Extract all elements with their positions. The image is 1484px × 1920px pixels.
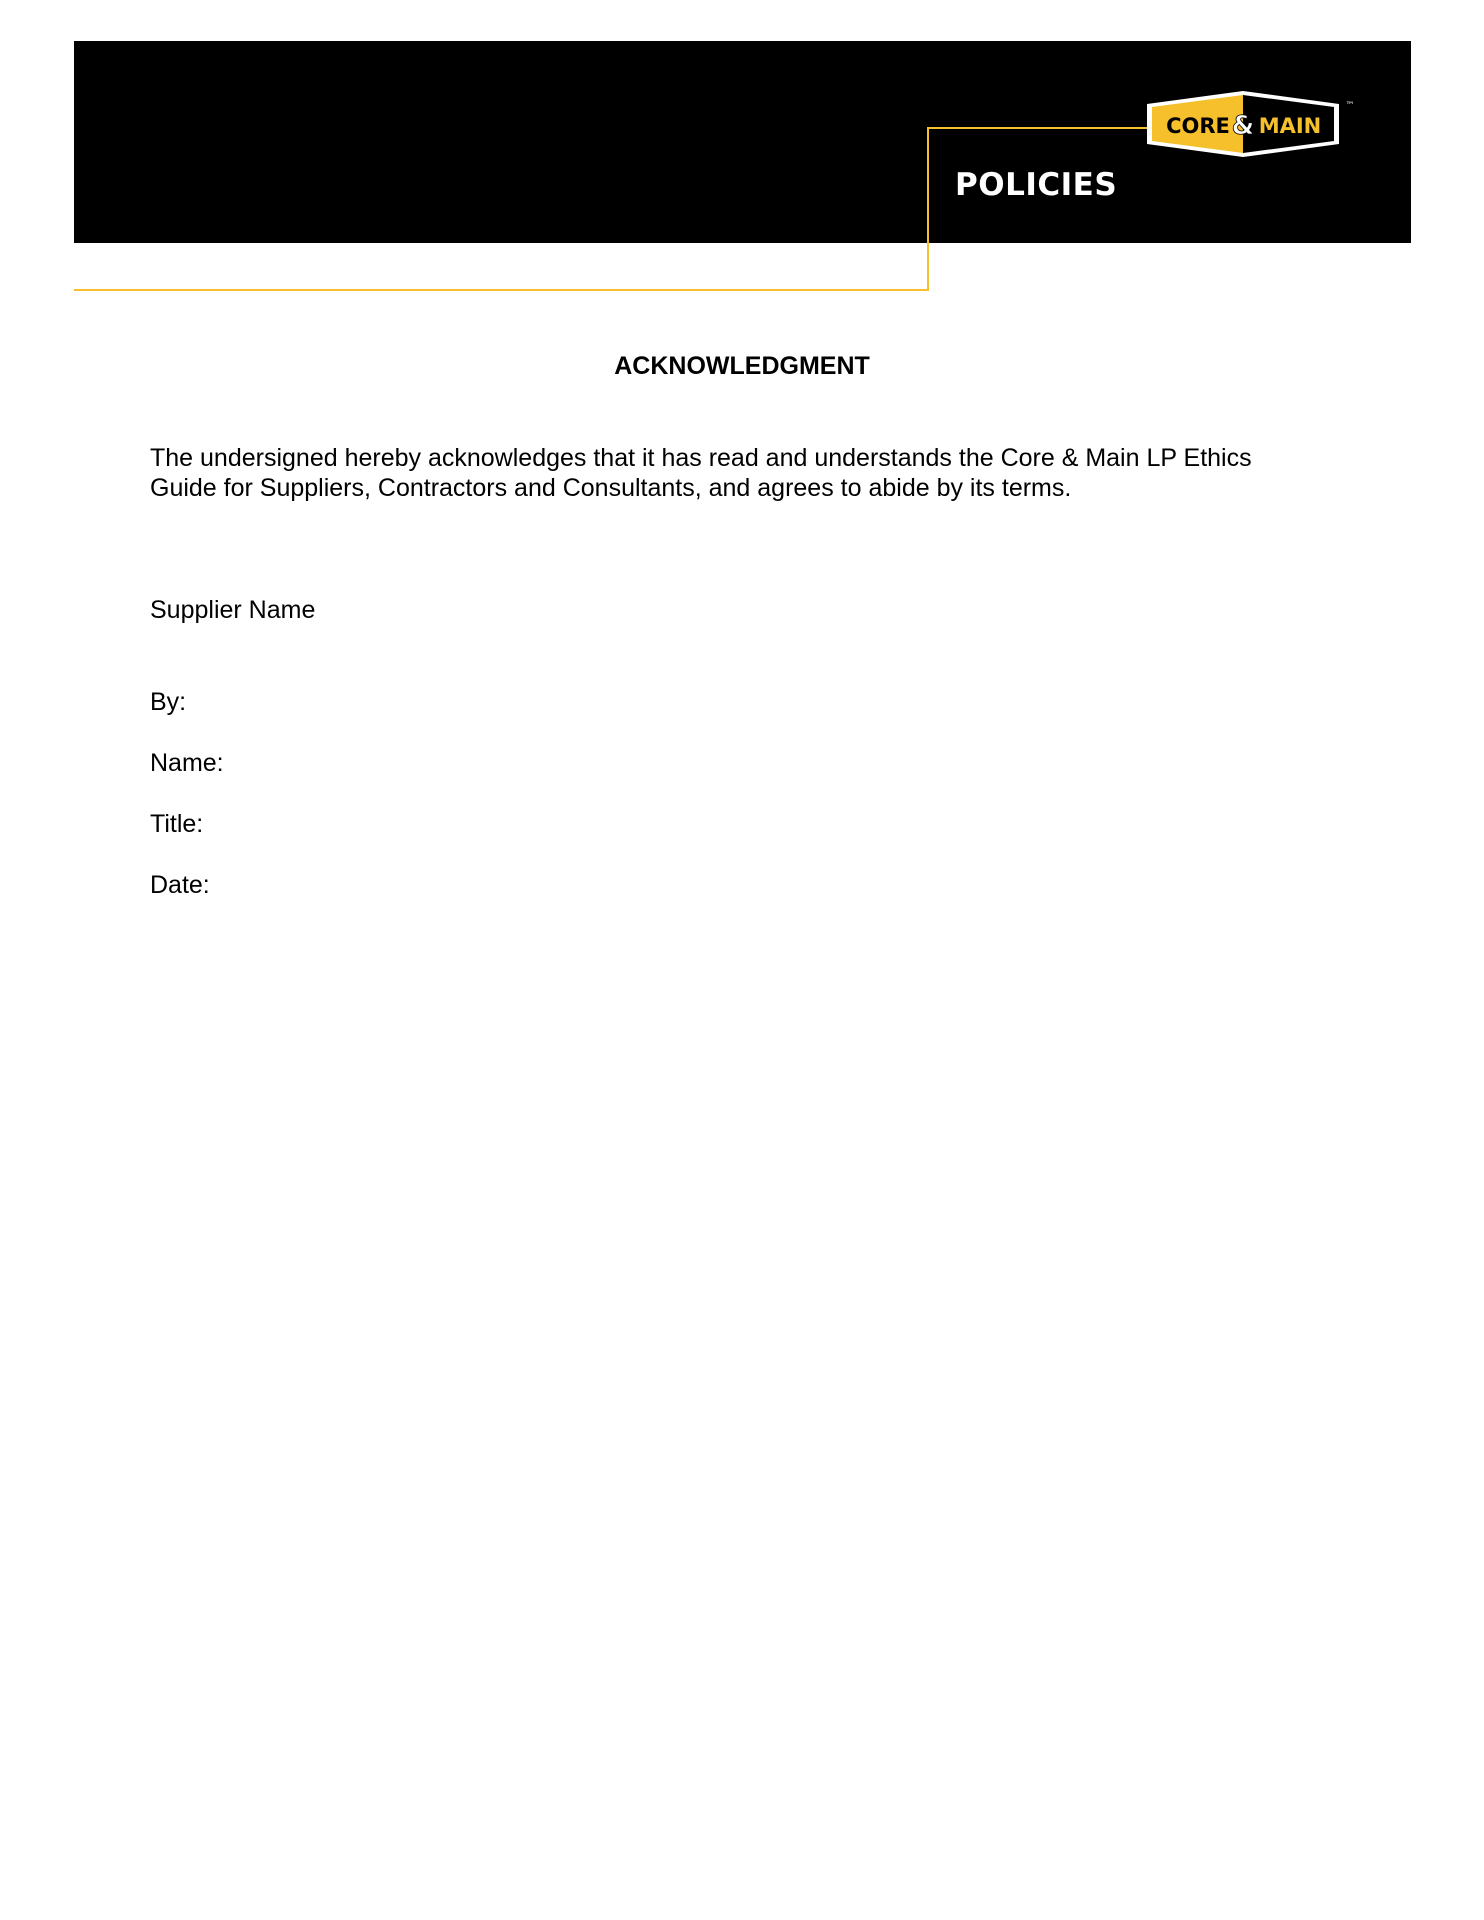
core-and-main-logo (1143, 88, 1363, 168)
section-title: POLICIES (955, 167, 1118, 203)
supplier-name-label: Supplier Name (150, 596, 316, 624)
logo-trademark: ™ (1345, 101, 1355, 111)
acknowledgment-paragraph: The undersigned hereby acknowledges that it has read and understands the Core & Main LP Ethics Guide for Suppliers, Contractors and Consultants, and agrees to abide by its terms. (150, 444, 1252, 502)
logo-word-main: MAIN (1258, 114, 1322, 138)
name-label: Name: (150, 749, 224, 777)
logo-ampersand: & (1231, 111, 1255, 141)
date-label: Date: (150, 871, 210, 899)
page-title: ACKNOWLEDGMENT (614, 352, 870, 380)
logo-word-core: CORE (1166, 114, 1230, 138)
title-label: Title: (150, 810, 204, 838)
by-label: By: (150, 688, 187, 716)
